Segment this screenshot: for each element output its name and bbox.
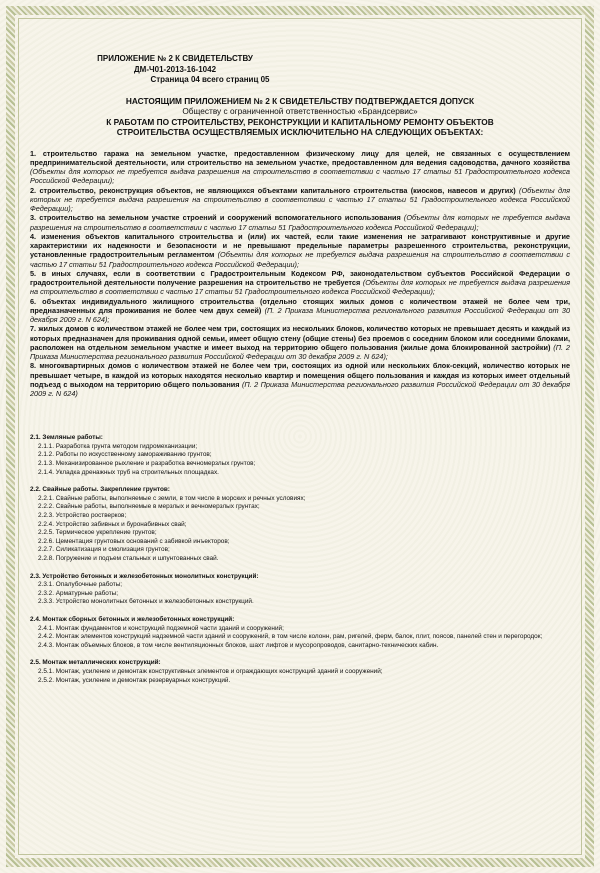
work-item: 2.2.6. Цементация грунтовых оснований с забивкой инъекторов; [38, 537, 230, 545]
work-section [30, 486, 570, 563]
work-item: 2.1.4. Укладка дренажных труб на строительных площадках. [38, 468, 219, 476]
object-paragraph: 7. жилых домов с количеством этажей не более чем три, состоящих из нескольких блоков, количество которых не превышает десять и каждый из которых предназначен для проживания одной семьи, имеет общую стену (общие стены) без проемов с соседним блоком или соседними блоками, расположен на отдельном земельном участке и имеет выход на территорию общего пользования (жилые дома блокированной застройки) (П. 2 Приказа Министерства регионального развития Российской Федерации от 30 декабря 2009 г. N 624); [30, 324, 570, 361]
page-counter: Страница 04 всего страниц 05 [150, 75, 270, 84]
work-item: 2.4.3. Монтаж объемных блоков, в том числе вентиляционных блоков, шахт лифтов и мусоропроводов, санитарно-технических кабин. [38, 641, 439, 649]
page-content [30, 54, 570, 685]
heading-line-4: СТРОИТЕЛЬСТВА ОСУЩЕСТВЛЯЕМЫХ ИСКЛЮЧИТЕЛЬНО НА СЛЕДУЮЩИХ ОБЪЕКТАХ: [116, 127, 484, 137]
work-item: 2.2.3. Устройство ростверков; [38, 512, 127, 519]
work-item: 2.2.1. Свайные работы, выполняемые с земли, в том числе в морских и речных условиях; [38, 494, 306, 502]
appendix-header [30, 54, 570, 86]
work-section [30, 616, 570, 650]
work-item: 2.1.1. Разработка грунта методом гидромеханизации; [38, 442, 198, 450]
appendix-title: ПРИЛОЖЕНИЕ № 2 К СВИДЕТЕЛЬСТВУ [97, 54, 253, 63]
object-paragraph: 6. объектах индивидуального жилищного строительства (отдельно стоящих жилых домов с количеством этажей не более чем три, предназначенных для проживания не более чем двух семей) (П. 2 Приказа Министерства регионального развития Российской Федерации от 30 декабря 2009 г. N 624); [30, 296, 571, 324]
section-title: 2.1. Земляные работы: [30, 434, 103, 442]
work-item: 2.4.2. Монтаж элементов конструкций надземной части зданий и сооружений, в том числе колонн, рам, ригелей, ферм, балок, плит, поясов, панелей стен и перегородок; [38, 633, 543, 641]
section-title: 2.3. Устройство бетонных и железобетонных монолитных конструкций: [30, 572, 259, 580]
work-item: 2.1.2. Работы по искусственному замораживанию грунтов; [38, 451, 212, 459]
work-item: 2.1.3. Механизированное рыхление и разработка вечномерзлых грунтов; [38, 460, 256, 468]
work-section [30, 659, 570, 685]
section-title: 2.4. Монтаж сборных бетонных и железобетонных конструкций: [30, 615, 235, 623]
spacer [30, 398, 570, 424]
work-item: 2.5.1. Монтаж, усиление и демонтаж конструктивных элементов и ограждающих конструкций зданий и сооружений; [38, 667, 383, 675]
heading-line-3: К РАБОТАМ ПО СТРОИТЕЛЬСТВУ, РЕКОНСТРУКЦИИ И КАПИТАЛЬНОМУ РЕМОНТУ ОБЪЕКТОВ [106, 116, 494, 127]
certificate-number: ДМ-Ч01-2013-16-1042 [133, 64, 217, 74]
object-paragraph: 8. многоквартирных домов с количеством этажей не более чем три, состоящих из одной или нескольких блок-секций, количество которых не превышает четыре, в каждой из которых находятся несколько квартир и помещения общего пользования и каждая из которых имеет отдельный подъезд с выходом на территорию общего пользования (П. 2 Приказа Министерства регионального развития Российской Федерации от 30 декабря 2009 г. N 624) [30, 361, 571, 398]
object-paragraph: 4. изменения объектов капитального строительства и (или) их частей, если такие изменения не затрагивают конструктивные и другие характеристики их надежности и безопасности и не превышают предельные параметры разрешенного строительства, реконструкции, установленные градостроительным регламентом (Объекты для которых не требуется выдача разрешения на строительство в соответствии с частью 17 статьи 51 Градостроительного кодекса Российской Федерации); [30, 231, 570, 269]
work-item: 2.3.2. Арматурные работы; [38, 589, 118, 597]
work-item: 2.4.1. Монтаж фундаментов и конструкций подземной части зданий и сооружений; [38, 624, 284, 632]
work-item: 2.2.2. Свайные работы, выполняемые в мерзлых и вечномерзлых грунтах; [38, 503, 260, 511]
work-section [30, 573, 570, 607]
object-paragraph: 2. строительство, реконструкция объектов, не являющихся объектами капитального строительства (киосков, навесов и других) (Объекты для которых не требуется выдача разрешения на строительство в соответствии с частью 17 статьи 51 Градостроительного кодекса Российской Федерации); [30, 185, 570, 213]
work-item: 2.3.1. Опалубочные работы; [38, 581, 123, 589]
objects-list [30, 149, 570, 399]
company-name: Обществу с ограниченной ответственностью «Брандсервис» [182, 106, 418, 116]
document-heading [30, 96, 570, 138]
work-section [30, 434, 570, 477]
heading-line-1: НАСТОЯЩИМ ПРИЛОЖЕНИЕМ № 2 К СВИДЕТЕЛЬСТВУ ПОДТВЕРЖДАЕТСЯ ДОПУСК [125, 95, 475, 106]
section-title: 2.5. Монтаж металлических конструкций: [30, 659, 161, 667]
section-title: 2.2. Свайные работы. Закрепление грунтов: [30, 486, 170, 494]
object-paragraph: 5. в иных случаях, если в соответствии с Градостроительным Кодексом РФ, законодательством субъектов Российской Федерации о градостроительной деятельности получение разрешения на строительство не требуется (Объекты для которых не требуется выдача разрешения на строительство в соответствии с частью 17 статьи 51 Градостроительного кодекса Российской Федерации); [30, 268, 570, 297]
work-item: 2.2.4. Устройство забивных и буронабивных свай; [38, 520, 187, 528]
work-item: 2.5.2. Монтаж, усиление и демонтаж резервуарных конструкций. [38, 676, 231, 684]
work-item: 2.3.3. Устройство монолитных бетонных и железобетонных конструкций. [38, 598, 254, 606]
work-item: 2.2.7. Силикатизация и смолизация грунтов; [38, 546, 170, 554]
work-item: 2.2.8. Погружение и подъем стальных и шпунтованных свай. [38, 554, 219, 562]
work-item: 2.2.5. Термическое укрепление грунтов; [38, 529, 157, 537]
object-paragraph: 1. строительство гаража на земельном участке, предоставленном физическому лицу для целей, не связанных с осуществлением предпринимательской деятельности, или строительство на земельном участке, предоставленном для ведения садоводства, дачного хозяйства (Объекты для которых не требуется выдача разрешения на строительство в соответствии с частью 17 статьи 51 Градостроительного кодекса Российской Федерации); [30, 148, 570, 186]
object-paragraph: 3. строительство на земельном участке строений и сооружений вспомогательного использования (Объекты для которых не требуется выдача разрешения на строительство в соответствии с частью 17 статьи 51 Градостроительного кодекса Российской Федерации); [30, 213, 570, 232]
